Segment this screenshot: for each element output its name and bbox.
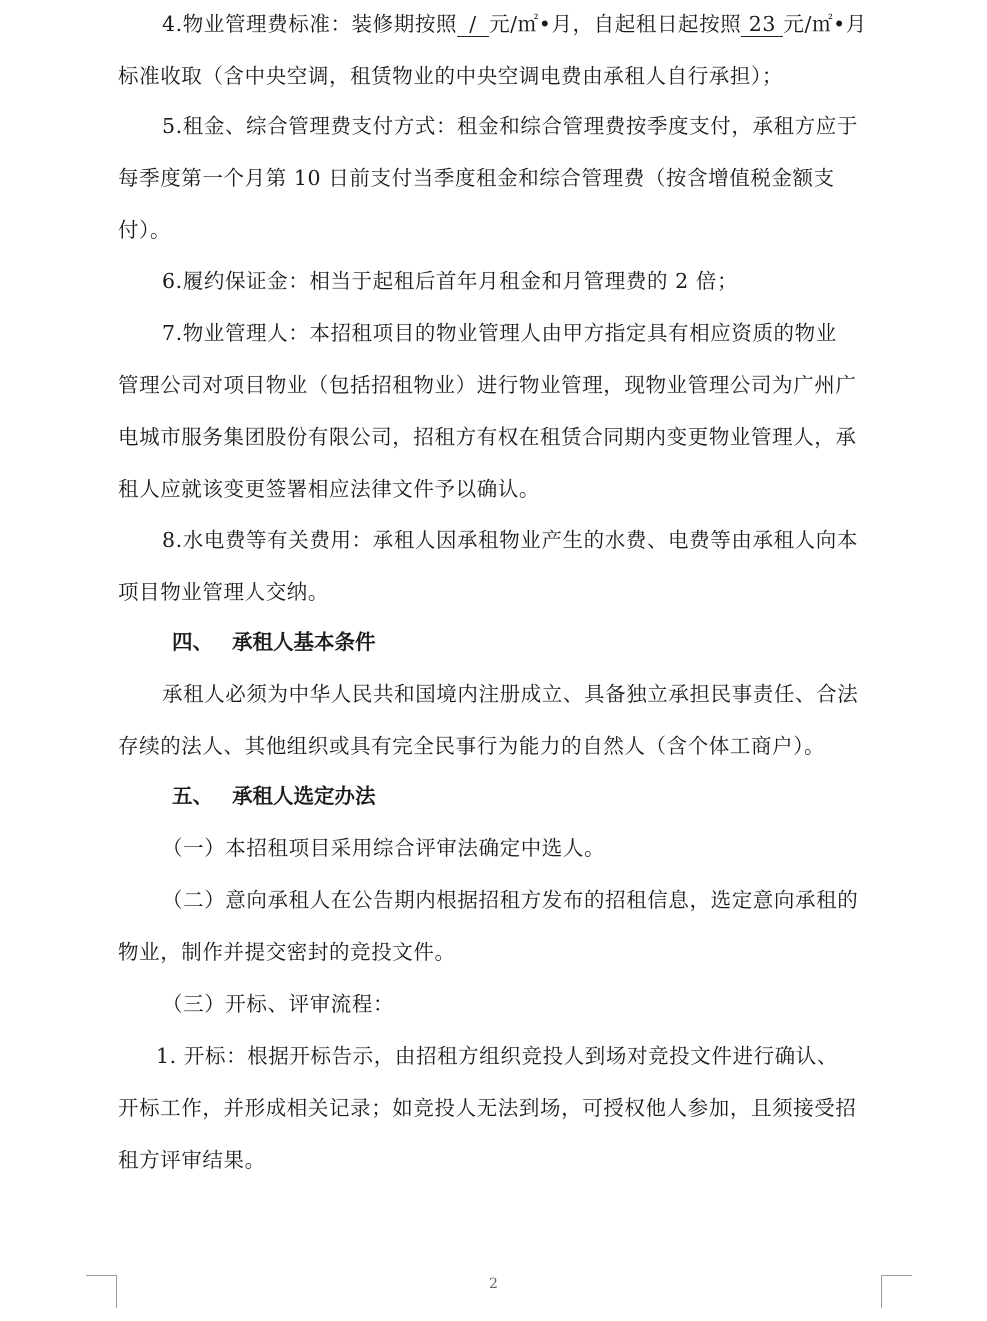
section-4-heading bbox=[172, 616, 376, 668]
item-8-line-1: 8.水电费等有关费用：承租人因承租物业产生的水费、电费等由承租人向本 bbox=[162, 528, 858, 552]
section-5-heading bbox=[172, 770, 376, 822]
item-6-line-1: 6.履约保证金：相当于起租后首年月租金和月管理费的 2 倍； bbox=[162, 269, 739, 293]
section-5-title: 承租人选定办法 bbox=[232, 784, 376, 808]
section-4-body bbox=[118, 668, 888, 772]
item-4-line-1: 4.物业管理费标准：装修期按照 / 元/㎡•月，自起租日起按照 23 元/㎡•月 bbox=[162, 12, 867, 36]
item-5-line-1: 5.租金、综合管理费支付方式：租金和综合管理费按季度支付，承租方应于 bbox=[162, 114, 858, 138]
section-4-number: 四、 bbox=[172, 630, 213, 654]
item-4-management-fee bbox=[118, 0, 888, 102]
item-7-line-1: 7.物业管理人：本招租项目的物业管理人由甲方指定具有相应资质的物业 bbox=[162, 321, 837, 345]
section-4-title: 承租人基本条件 bbox=[232, 630, 376, 654]
renovation-fee-blank: / bbox=[457, 12, 489, 37]
section-5-step-1-line-3: 租方评审结果。 bbox=[118, 1148, 266, 1172]
section-5-sub-3: （三）开标、评审流程： bbox=[162, 992, 395, 1016]
section-5-sub-1: （一）本招租项目采用综合评审法确定中选人。 bbox=[162, 836, 606, 860]
section-5-sub-2-line-2: 物业，制作并提交密封的竞投文件。 bbox=[118, 940, 456, 964]
item-4-line-2: 标准收取（含中央空调，租赁物业的中央空调电费由承租人自行承担）； bbox=[118, 64, 783, 88]
section-4-line-1: 承租人必须为中华人民共和国境内注册成立、具备独立承担民事责任、合法 bbox=[162, 682, 859, 706]
item-5-line-2: 每季度第一个月第 10 日前支付当季度租金和综合管理费（按含增值税金额支 bbox=[118, 166, 835, 190]
item-8-line-2: 项目物业管理人交纳。 bbox=[118, 580, 329, 604]
item-6-deposit bbox=[118, 255, 888, 307]
item-8-utilities bbox=[118, 514, 888, 618]
section-4-line-2: 存续的法人、其他组织或具有完全民事行为能力的自然人（含个体工商户）。 bbox=[118, 734, 826, 758]
item-5-payment-method bbox=[118, 100, 888, 256]
item-7-line-2: 管理公司对项目物业（包括招租物业）进行物业管理，现物业管理公司为广州广 bbox=[118, 373, 857, 397]
item-7-property-manager bbox=[118, 307, 888, 515]
section-5-step-1-line-1: 1. 开标：根据开标告示，由招租方组织竞投人到场对竞投文件进行确认、 bbox=[156, 1044, 838, 1068]
item-7-line-4: 租人应就该变更签署相应法律文件予以确认。 bbox=[118, 477, 540, 501]
page-number: 2 bbox=[489, 1276, 498, 1292]
item-5-line-3: 付）。 bbox=[118, 218, 172, 242]
section-5-number: 五、 bbox=[172, 784, 213, 808]
item-7-line-3: 电城市服务集团股份有限公司，招租方有权在租赁合同期内变更物业管理人，承 bbox=[118, 425, 857, 449]
section-5-body bbox=[118, 822, 888, 1186]
lease-fee-blank: 23 bbox=[741, 12, 783, 37]
section-5-step-1-line-2: 开标工作，并形成相关记录；如竞投人无法到场，可授权他人参加，且须接受招 bbox=[118, 1096, 857, 1120]
section-5-sub-2-line-1: （二）意向承租人在公告期内根据招租方发布的招租信息，选定意向承租的 bbox=[162, 888, 859, 912]
